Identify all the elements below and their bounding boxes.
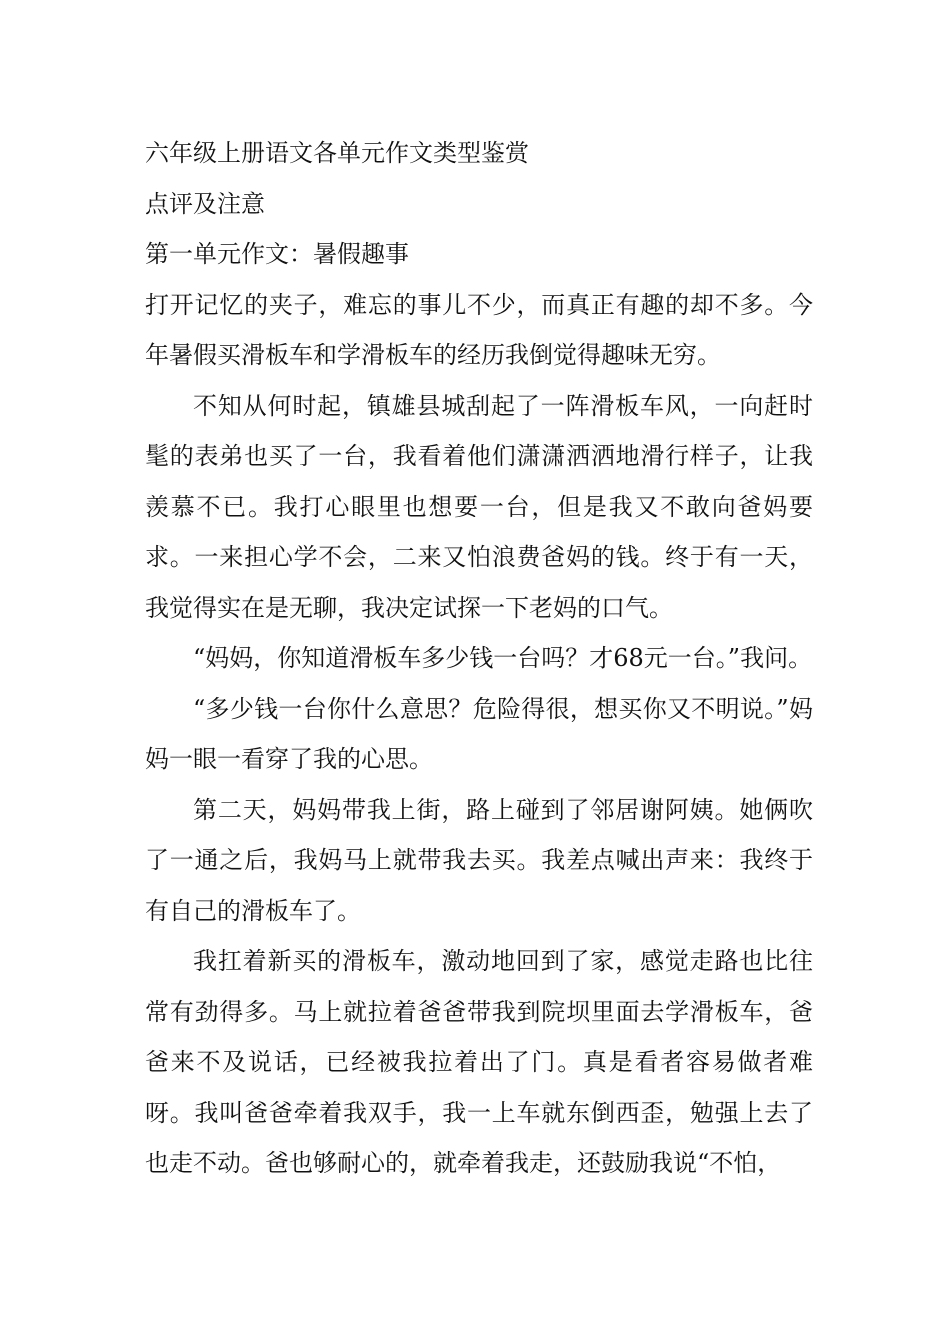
document-subtitle: 点评及注意 — [145, 189, 265, 218]
document-title: 六年级上册语文各单元作文类型鉴赏 — [145, 139, 529, 167]
paragraph: 我扛着新买的滑板车，激动地回到了家，感觉走路也比往常有劲得多。马上就拉着爸爸带我到院坝里面去学滑板车，爸爸来不及说话，已经被我拉着出了门。真是看者容易做者难呀。我叫爸爸牵着我双手，我一上车就东倒西歪，勉强上去了也走不动。爸也够耐心的，就牵着我走，还鼓励我说“不怕， — [145, 947, 813, 1177]
paragraph: 第二天，妈妈带我上街，路上碰到了邻居谢阿姨。她俩吹了一通之后，我妈马上就带我去买。我差点喊出声来：我终于有自己的滑板车了。 — [145, 795, 813, 925]
paragraph-dialogue: “多少钱一台你什么意思？危险得很，想买你又不明说。”妈妈一眼一看穿了我的心思。 — [145, 694, 813, 773]
document-body — [145, 128, 813, 1189]
section-title: 第一单元作文：暑假趣事 — [145, 240, 409, 268]
paragraph-dialogue: “妈妈，你知道滑板车多少钱一台吗？才68元一台。”我问。 — [193, 644, 813, 672]
paragraph-intro: 打开记忆的夹子，难忘的事儿不少，而真正有趣的却不多。今年暑假买滑板车和学滑板车的经历我倒觉得趣味无穷。 — [145, 290, 813, 369]
paragraph: 不知从何时起，镇雄县城刮起了一阵滑板车风，一向赶时髦的表弟也买了一台，我看着他们潇潇洒洒地滑行样子，让我羡慕不已。我打心眼里也想要一台，但是我又不敢向爸妈要求。一来担心学不会，二来又怕浪费爸妈的钱。终于有一天，我觉得实在是无聊，我决定试探一下老妈的口气。 — [145, 391, 813, 622]
